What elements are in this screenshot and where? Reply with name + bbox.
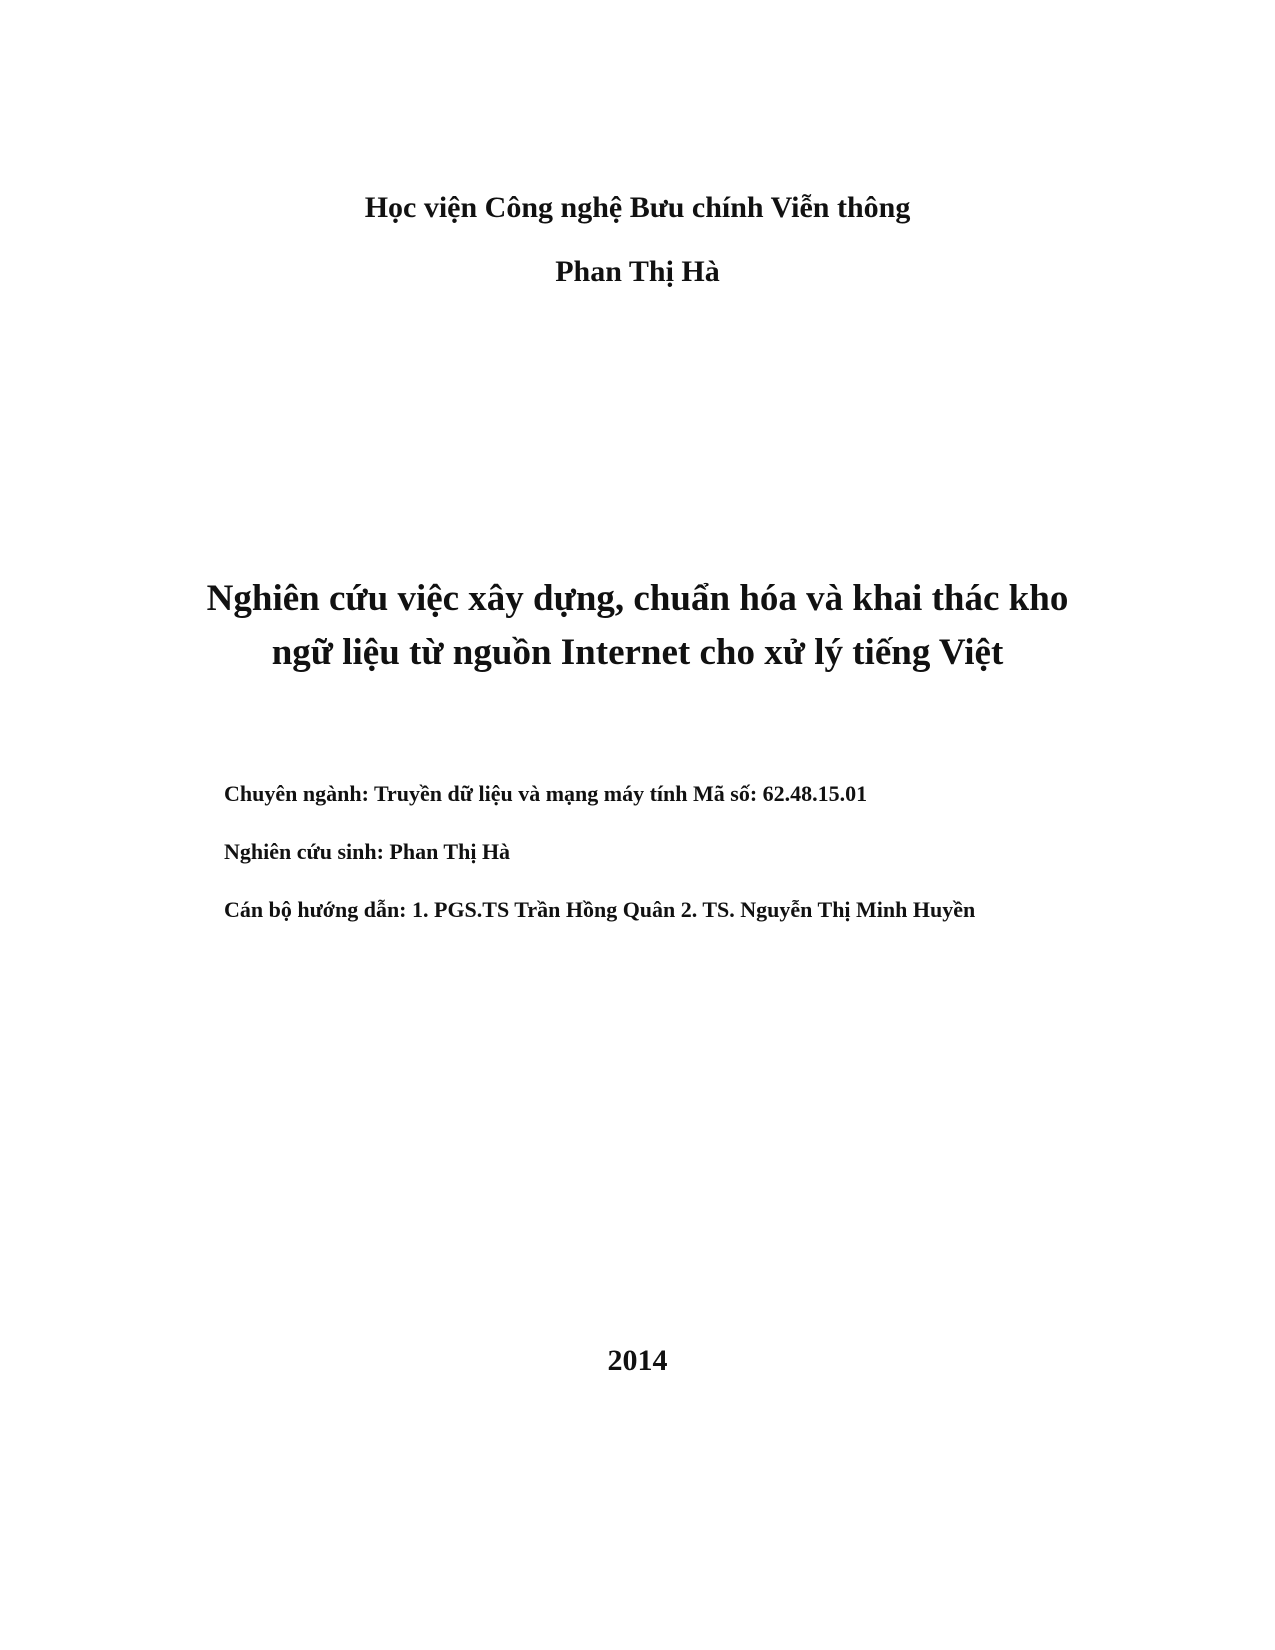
student-line: Nghiên cứu sinh: Phan Thị Hà <box>224 839 511 864</box>
author-name: Phan Thị Hà <box>555 255 720 288</box>
institution-name: Học viện Công nghệ Bưu chính Viễn thông <box>364 191 911 224</box>
specialty-line: Chuyên ngành: Truyền dữ liệu và mạng máy tính Mã số: 62.48.15.01 <box>224 781 868 806</box>
year: 2014 <box>607 1344 668 1377</box>
thesis-title <box>0 572 1275 680</box>
thesis-title-line-2: ngữ liệu từ nguồn Internet cho xử lý tiếng Việt <box>271 632 1004 673</box>
advisors-line: Cán bộ hướng dẫn: 1. PGS.TS Trần Hồng Quân 2. TS. Nguyễn Thị Minh Huyền <box>224 897 976 922</box>
thesis-title-line-1: Nghiên cứu việc xây dựng, chuẩn hóa và khai thác kho <box>206 578 1069 619</box>
